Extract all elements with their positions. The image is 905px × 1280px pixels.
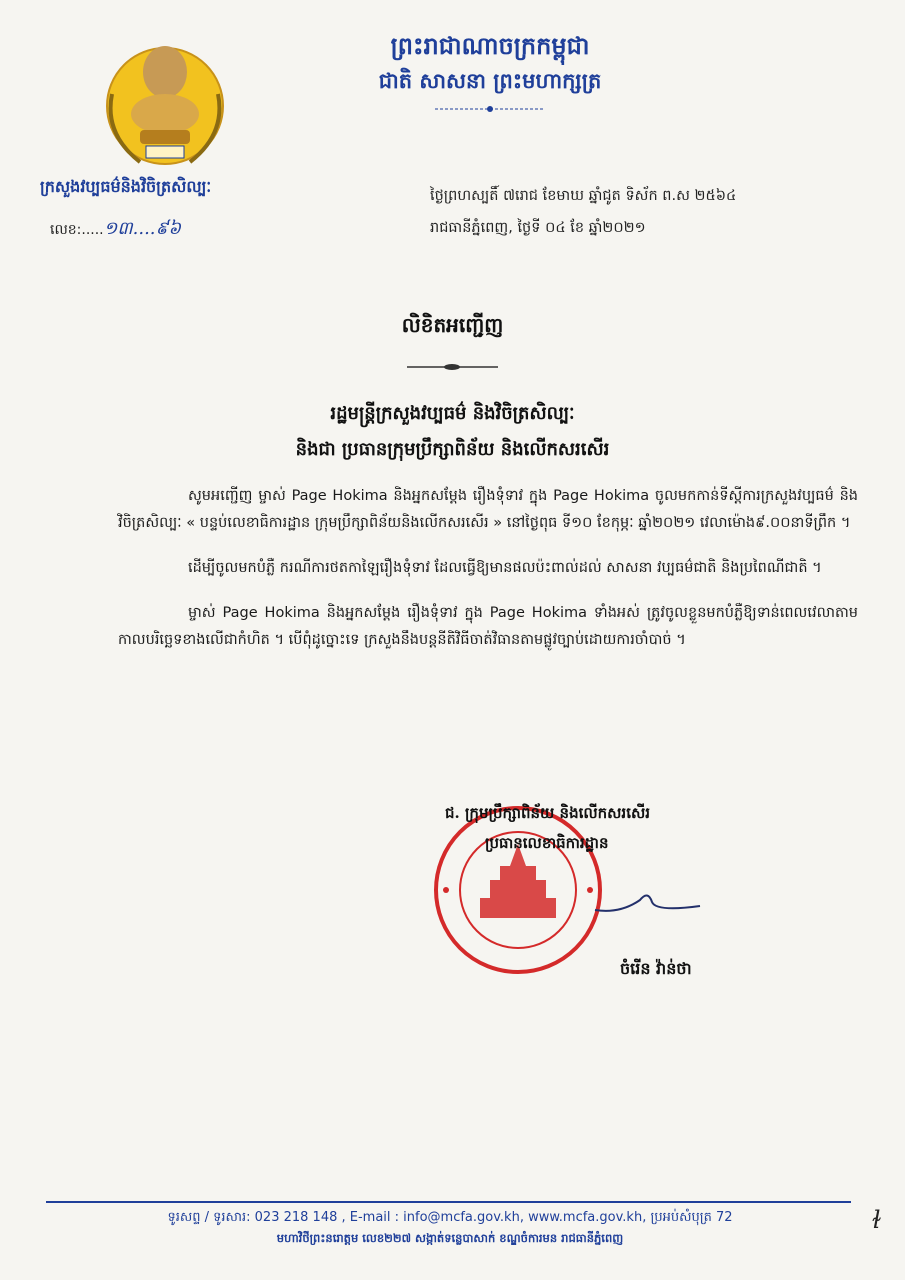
national-motto: ជាតិ សាសនា ព្រះមហាក្សត្រ xyxy=(378,68,602,93)
footer-contact: ទូរសព្ទ / ទូរសារ: 023 218 148 , E-mail : info@mcfa.gov.kh, www.mcfa.gov.kh, ប្រអប់សំបុត្រ 72 xyxy=(167,1210,733,1225)
ref-label: លេខ:..... xyxy=(50,222,104,238)
signer-name: ចំរើន វ៉ាន់ថា xyxy=(620,959,692,978)
headline-line-1: រដ្ឋមន្ត្រីក្រសួងវប្បធម៌ និងវិចិត្រសិល្បៈ xyxy=(330,403,575,424)
date-block xyxy=(430,180,870,244)
signature-line-1: ជ. ក្រុមប្រឹក្សាពិន័យ និងលើកសរសើរ xyxy=(445,804,650,822)
lunar-date: ថ្ងៃព្រហស្បតិ៍ ៧រោជ ខែមាឃ ឆ្នាំជូត ទិស័ក ព.ស ២៥៦៤ xyxy=(430,188,737,204)
handwritten-signature-icon xyxy=(590,880,710,920)
ornament-divider-icon xyxy=(430,104,550,114)
body-paragraph-2: ដើម្បីចូលមកបំភ្លឺ ករណីការថតកាឡៃរឿងទុំទាវ ដែលធ្វើឱ្យមានផលប៉ះពាល់ដល់ សាសនា វប្បធម៌ជាតិ និងប្រពៃណីជាតិ ។ xyxy=(188,560,822,576)
headline-line-2: និងជា ប្រធានក្រុមប្រឹក្សាពិន័យ និងលើកសរសើរ xyxy=(295,439,610,460)
addressee-headline xyxy=(100,396,805,468)
solar-date: រាជធានីភ្នំពេញ, ថ្ងៃទី ០៤ ខែ ឆ្នាំ២០២១ xyxy=(430,220,646,236)
footer-divider xyxy=(46,1201,851,1203)
signature-line-2: ប្រធានលេខាធិការដ្ឋាន xyxy=(485,834,609,852)
reference-number xyxy=(50,216,181,243)
kingdom-title: ព្រះរាជាណាចក្រកម្ពុជា xyxy=(390,31,590,60)
ministry-name: ក្រសួងវប្បធម៌និងវិចិត្រសិល្បៈ xyxy=(40,177,212,196)
body-paragraph-3: ម្ចាស់ Page Hokima និងអ្នកសម្តែង រឿងទុំទាវ ក្នុង Page Hokima ទាំងអស់ ត្រូវចូលខ្លួនមកបំភ្លឺឱ្យទាន់ពេលវេលាតាមកាលបរិច្ឆេទខាងលើជាកំហិត ។ បើពុំដូច្នោះទេ ក្រសួងនឹងបន្តនីតិវិធីចាត់វិធានតាមផ្លូវច្បាប់ដោយការចាំបាច់ ។ xyxy=(118,605,858,648)
letter-body xyxy=(118,483,858,672)
title-divider-icon xyxy=(405,362,500,372)
footer-address: មហាវិថីព្រះនរោត្តម លេខ២២៧ សង្កាត់ទន្លេបាសាក់ ខណ្ឌចំការមន រាជធានីភ្នំពេញ xyxy=(276,1231,624,1245)
ministry-emblem-icon xyxy=(100,34,230,174)
ref-value: ១៣....៩៦ xyxy=(103,218,182,239)
letterhead-kingdom xyxy=(280,28,700,118)
signature-block xyxy=(445,798,805,858)
footer xyxy=(40,1208,860,1248)
document-title: លិខិតអញ្ជើញ xyxy=(401,313,504,337)
page-mark: ɫ xyxy=(872,1206,882,1234)
body-paragraph-1: សូមអញ្ជើញ ម្ចាស់ Page Hokima និងអ្នកសម្តែង រឿងទុំទាវ ក្នុង Page Hokima ចូលមកកាន់ទីស្តីការក្រសួងវប្បធម៌ និងវិចិត្រសិល្បៈ « បន្ទប់លេខាធិការដ្ឋាន ក្រុមប្រឹក្សាពិន័យនិងលើកសរសើរ » នៅថ្ងៃពុធ ទី១០ ខែកុម្ភៈ ឆ្នាំ២០២១ វេលាម៉ោង៩.០០នាទីព្រឹក ។ xyxy=(118,488,858,531)
